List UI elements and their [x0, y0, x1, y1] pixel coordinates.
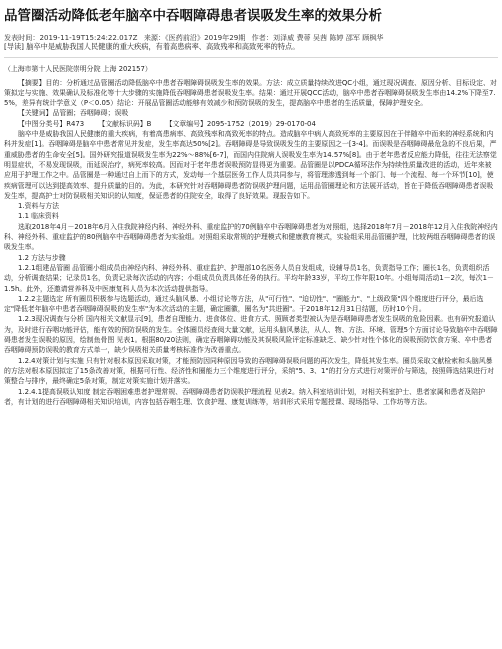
paragraph-1-2-2: 1.2.2主题选定 所有圈员积极参与选题活动，通过头脑风暴、小组讨论等方法，从"可行性"、"迫切性"、"圈能力"、"上级政策"四个维度进行评分，最后选定"降低老年脑卒中患者吞咽障碍误吸的发生率"为本次活动的主题，确定圈徽，圈名为"共进圈"。于2018年12月31日结题，历时10个月。 — [4, 294, 484, 314]
section-heading-1-2: 1.2 方法与步骤 — [18, 253, 66, 262]
clinical-data-paragraph: 选取2018年4月－2018年6月入住我院神经内科、神经外科、重症监护的70例脑卒中吞咽障碍患者为对照组，选择2018年7月－2018年12月入住我院神经内科、神经外科、重症监护的80例脑卒中吞咽障碍患者为实验组。对照组采取常规的护理模式和健康教育模式，实验组采用品管圈护理，比较两组吞咽障碍患者的误吸发生率。 — [4, 222, 498, 252]
clc-number: 【中图分类号】R473 — [18, 119, 85, 128]
section-heading-1-1: 1.1 临床资料 — [18, 212, 59, 221]
abstract-paragraph: 【摘要】目的：分析通过品管圈活动降低脑卒中患者吞咽障碍误吸发生率的效果。方法：成立质量持续改进QC小组，通过现况调查、原因分析、目标设定、对策拟定与实施、效果确认及标准化等十大步骤的实施降低吞咽障碍患者误吸发生率。结果：通过开展QCC活动，脑卒中患者吞咽障碍误吸发生率由14.2%下降至7.5%，差异有统计学意义（P＜0.05）结论：开展品管圈活动能够有效减少和预防误吸的发生，提高脑卒中患者的生活质量，保障护理安全。 — [4, 78, 497, 108]
paragraph-1-2-3: 1.2.3现况调查与分析 国内相关文献显示[9]，患者自理能力、进食体位、进食方式、照顾者类型被认为是吞咽障碍患者发生误吸的危险因素。也有研究报道认为，及时进行吞咽功能评估，能有效的预防误吸的发生。全体圈员经查阅大量文献，运用头脑风暴法，从人、物、方法、环境、管理5个方面讨论导致脑卒中吞咽障碍患者发生误吸的原因，绘制鱼骨图 见表1。根据80/20法则，确定吞咽障碍功能及其误吸风险评定标准缺乏、缺少针对性个体化的误吸预防饮食方案、卒中患者吞咽障碍预防误吸的教育方式单一，缺少误吸相关质量考核标准作为改善重点。 — [4, 315, 498, 355]
author-institution: （上海市第十人民医院崇明分院 上海 202157） — [4, 65, 152, 74]
paragraph-1-2-4-1: 1.2.4.1提高误吸认知度 制定吞咽困难患者护理常规、吞咽障碍患者防误吸护理流程 见表2。纳入科室培训计划，对相关科室护士、患者家属和患者及陪护者，有计划的进行吞咽障碍相关知识培训，内容包括吞咽生理、饮食护理、康复训练等，培训形式采用专题授课、现场指导、工作坊等方法。 — [4, 387, 485, 406]
keywords-line: 【关键词】品管圈；吞咽障碍；误吸 — [18, 109, 129, 118]
paragraph-1-2-1: 1.2.1组建品管圈 品管圈小组成员由神经内科、神经外科、重症监护、护理部10名医务人员自发组成，设辅导员1名，负责指导工作；圈长1名，负责组织活动，分析调查结果；记录员1名，负责记录每次活动的内容；小组成员负责具体任务的执行。平均年龄33岁，平均工作年限10年。小组每周活动1－2次，每次1－1.5h。此外，还邀请营养科及中医康复科人员为本次活动提供指导。 — [4, 263, 494, 293]
article-meta — [4, 33, 498, 42]
document-code: 【文献标识码】B — [98, 119, 152, 128]
author-list: 作者：刘泽威 费蒂 吴茜 陈婷 邵军 顾枫华 — [251, 33, 384, 42]
guide-summary: [导读] 脑卒中是威胁我国人民健康的重大疾病，有着高患病率、高致残率和高致死率的特点。 — [4, 42, 300, 52]
classification-line — [4, 119, 498, 129]
article-title: 品管圈活动降低老年脑卒中吞咽障碍患者误吸发生率的效果分析 — [4, 8, 382, 24]
article-body — [4, 64, 498, 407]
published-time: 发表时间：2019-11-19T15:24:22.017Z — [4, 33, 138, 42]
source-link[interactable]: 来源：《医药前沿》2019年29期 — [143, 33, 246, 42]
article-number: 【文章编号】2095-1752（2019）29-0170-04 — [165, 119, 316, 128]
intro-paragraph: 脑卒中是威胁我国人民健康的重大疾病，有着高患病率、高致残率和高致死率的特点。造成脑卒中病人高致死率的主要原因在于伴随卒中而来的神经系统和内科并发症[1]。吞咽障碍是脑卒中患者常见并发症，发生率高达50%[2]。吞咽障碍是导致误吸发生的主要原因之一[3-4]。而误吸是吞咽障碍最危急的不良后果，严重威胁患者的生命安全[5]。国外研究报道误吸发生率为22%～88%[6-7]，而国内住院病人误吸发生率为14.57%[8]。由于老年患者反应能力降低，往往无法察觉明显症状，不易发现误吸，而延误治疗，病死率较高。因而对于老年患者误吸预防显得更为重要。品管圈是以PDCA循环法作为持续性质量改进的活动，近年来被应用于护理工作之中。品管圈是一种通过自上而下的方式，发动每一个基层医务工作人员共同参与，将管理渗透到每一个部门、每一个流程、每一个环节[10]，使疾病管理可以达到提高效率、提升质量的目的。为此，本研究针对吞咽障碍患者防误吸护理问题，运用品管圈理论和方法展开活动，旨在于降低吞咽障碍患者误吸发生率，提高护士对防误吸相关知识的认知度，保证患者的住院安全，取得了良好效果。现报告如下。 — [4, 130, 497, 200]
paragraph-1-2-4: 1.2.4对策计划与实施 只有针对根本原因采取对策，才能预防因同种原因导致的吞咽障碍误吸问题的再次发生，降低其发生率。圈员采取文献检索和头脑风暴的方法对根本原因拟定了15条改善对策，根据可行性、经济性和圈能力三个维度进行评分，采纳"5、3、1"的打分方式进行对策评价与筛选，按照筛选结果进行对策整合与排序，最终确定5条对策，制定对策实施计划并落实。 — [4, 356, 494, 386]
section-divider — [4, 57, 498, 58]
section-heading-1: 1.资料与方法 — [18, 202, 60, 211]
